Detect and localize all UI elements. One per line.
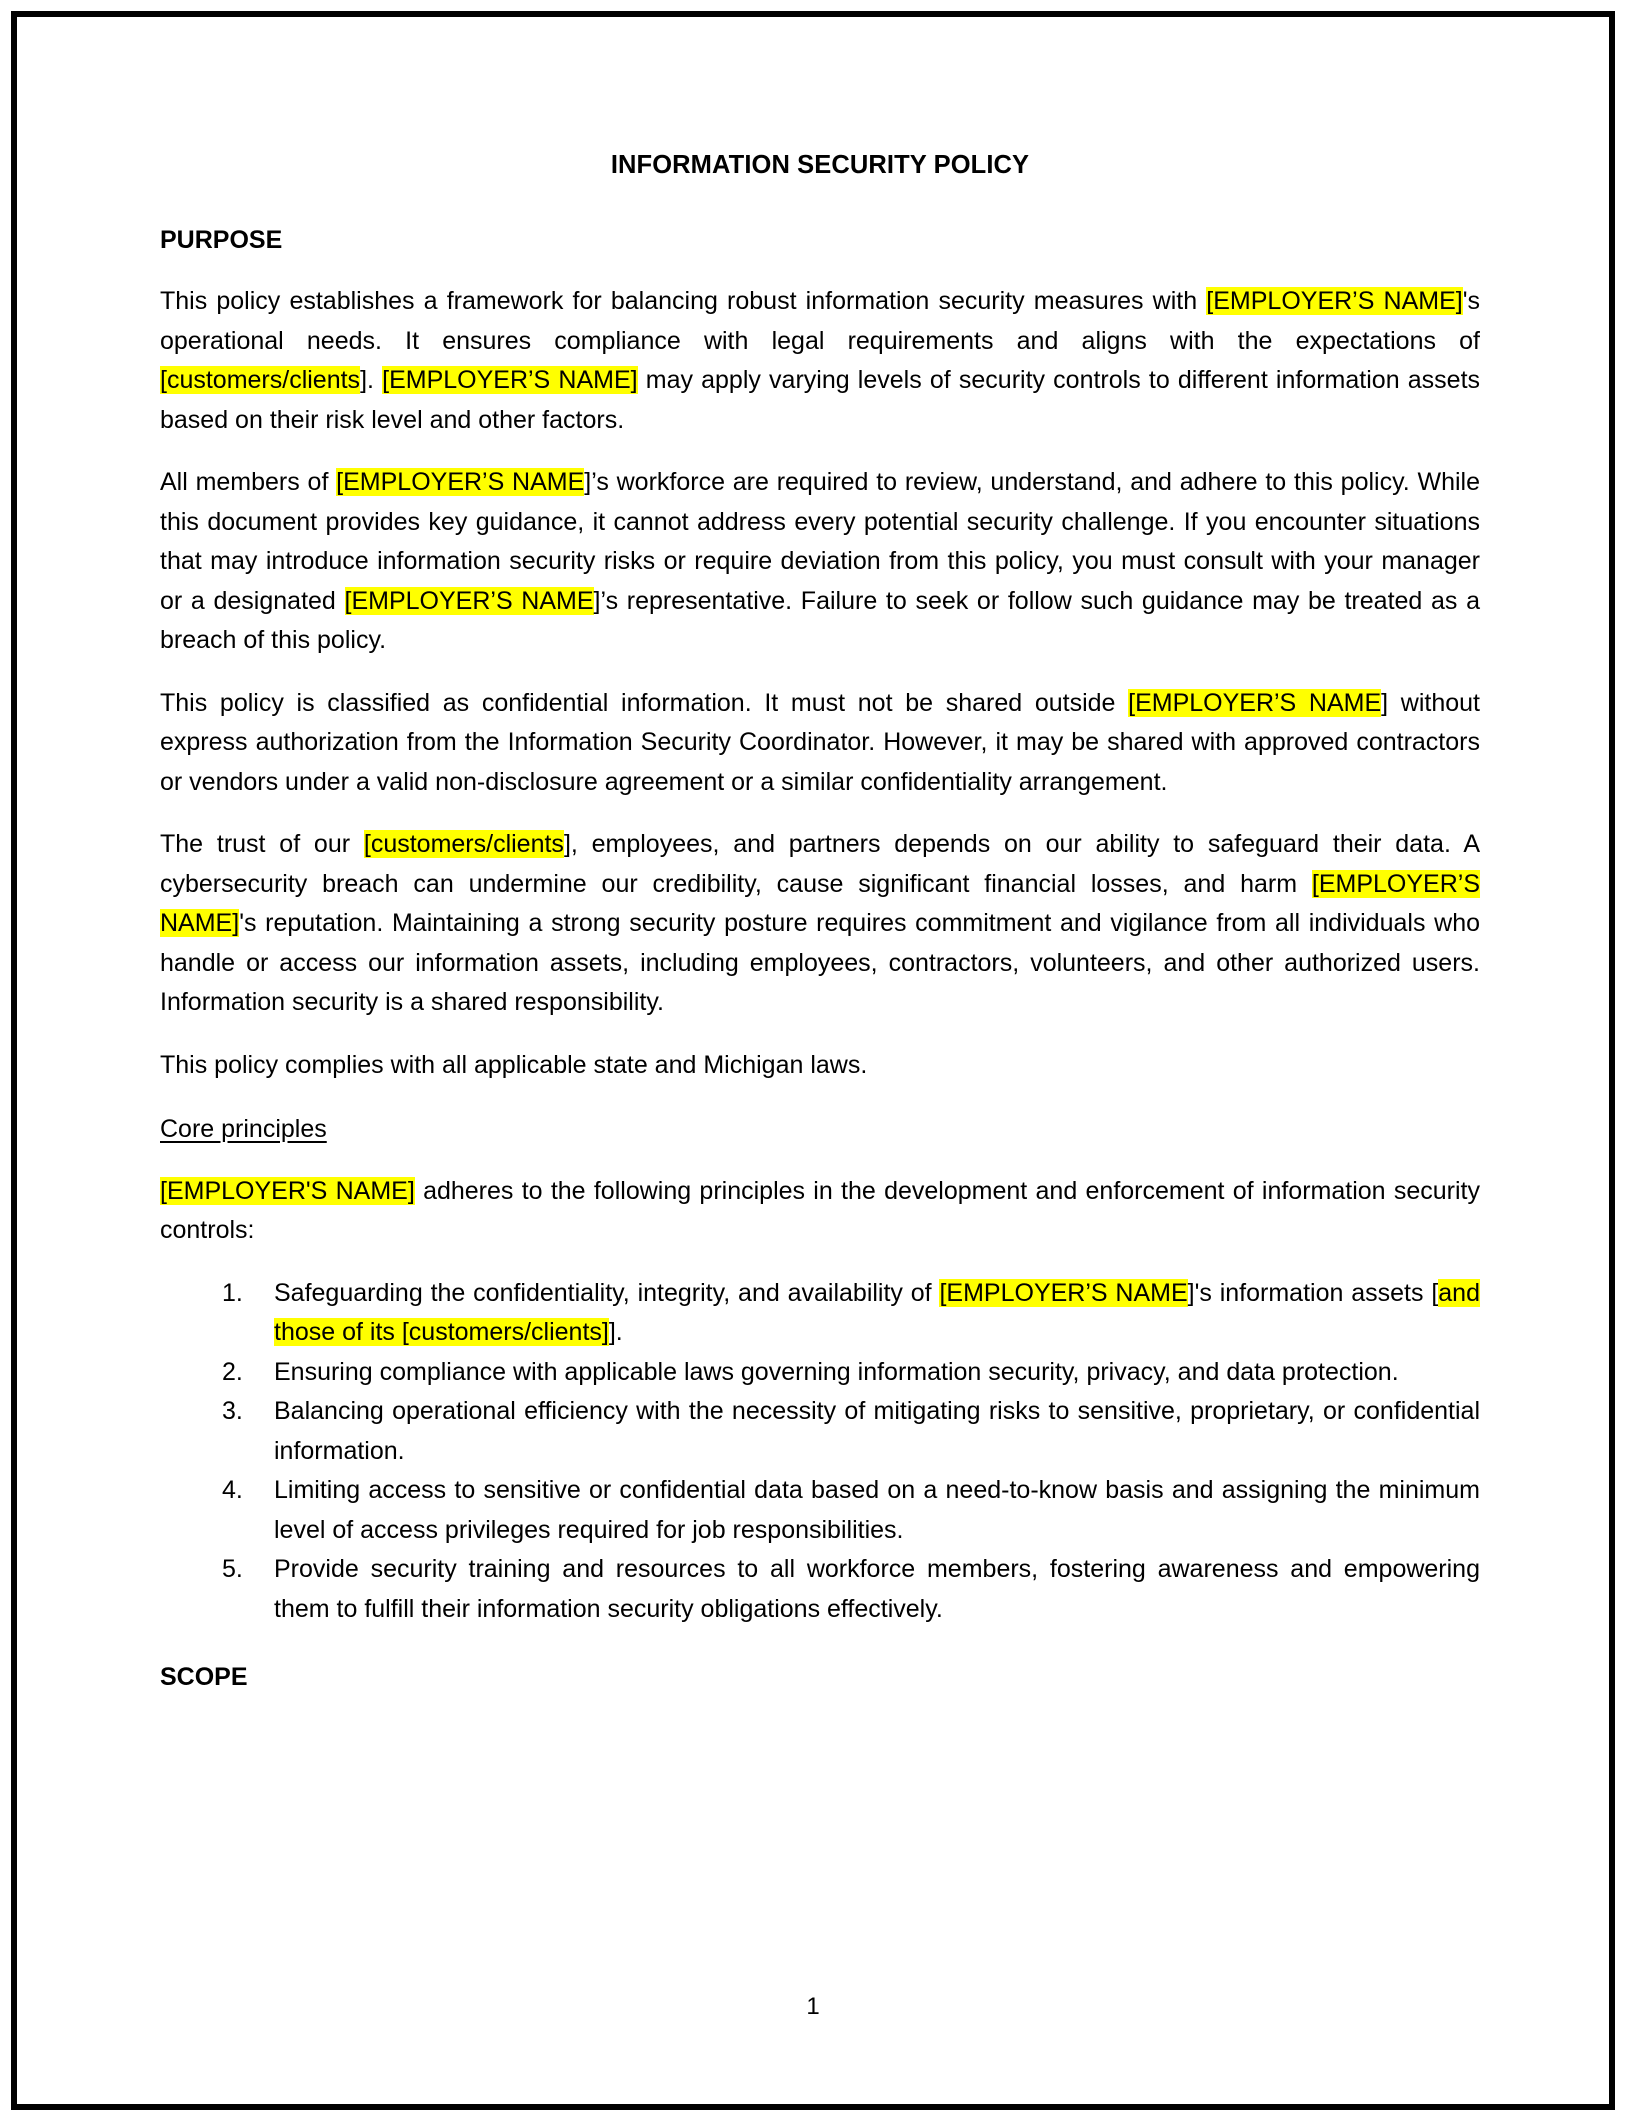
text-run: adheres to the following principles in the development and enforcement of information security controls: [160,1176,1480,1245]
highlight-employer-name: [EMPLOYER’S NAME] [1206,287,1463,316]
text-run: 's operational needs. It ensures compliance with legal requirements and aligns with the expectations of [160,287,1481,355]
highlight-employer-name: [EMPLOYER’S NAME [1128,688,1382,717]
page-number: 1 [806,1993,820,2020]
text-run: ]. [360,366,383,395]
paragraph-state-laws [160,1046,1480,1086]
list-item [160,1353,1480,1393]
subheading-core-principles [160,1111,1480,1149]
core-principles-list [160,1274,1480,1630]
text-run: ]’s representative. Failure to seek or follow such guidance may be treated as a breach of this policy. [160,586,1480,655]
list-item-text: Limiting access to sensitive or confidential data based on a need-to-know basis and assigning the minimum level of access privileges required for job responsibilities. [274,1476,1480,1544]
list-item [160,1550,1480,1629]
highlight-employer-name: [EMPLOYER’S NAME [336,468,585,497]
list-item [160,1471,1480,1550]
text-run: Safeguarding the confidentiality, integrity, and availability of [274,1278,940,1307]
text-run: ]'s information assets [ [1187,1278,1439,1307]
text-run: This policy establishes a framework for balancing robust information security measures with [160,287,1207,316]
core-principles-label: Core principles [160,1115,327,1144]
text-run: ] without express authorization from the Information Security Coordinator. However, it may be shared with approved contractors or vendors under a valid non-disclosure agreement or a similar confidentiality arrangement. [160,688,1481,796]
document-title: INFORMATION SECURITY POLICY [610,151,1030,179]
section-heading-purpose: PURPOSE [160,225,283,254]
list-item-text [274,1274,1480,1353]
highlight-customers-clients: and those of its [customers/clients] [274,1278,1480,1347]
text-run: This policy complies with all applicable state and Michigan laws. [160,1050,868,1079]
text-run: This policy is classified as confidential information. It must not be shared outside [160,688,1129,717]
paragraph-purpose-2 [160,463,1480,661]
text-run: ], employees, and partners depends on our ability to safeguard their data. A cybersecurity breach can undermine our credibility, cause significant financial losses, and harm [160,830,1480,898]
list-item [160,1274,1480,1353]
highlight-employer-name: [EMPLOYER’S NAME] [160,869,1480,938]
highlight-customers-clients: [customers/clients [363,830,564,859]
highlight-employer-name: [EMPLOYER’S NAME [939,1278,1188,1307]
list-item-text: Provide security training and resources to all workforce members, fostering awareness and empowering them to fulfill their information security obligations effectively. [274,1555,1480,1623]
paragraph-purpose-3 [160,684,1480,803]
text-run: ]’s workforce are required to review, understand, and adhere to this policy. While this document provides key guidance, it cannot address every potential security challenge. If you encounter situations that may introduce information security risks or require deviation from this policy, you must consult with your manager or a designated [160,468,1480,615]
list-item [160,1392,1480,1471]
text-run: may apply varying levels of security controls to different information assets based on their risk level and other factors. [160,366,1481,434]
list-item-text: Ensuring compliance with applicable laws governing information security, privacy, and data protection. [274,1357,1399,1386]
text-run: The trust of our [160,830,364,859]
highlight-employer-name: [EMPLOYER'S NAME] [160,1176,415,1205]
highlight-employer-name: [EMPLOYER’S NAME [344,586,594,615]
highlight-customers-clients: [customers/clients [160,366,361,395]
text-run: All members of [160,468,337,497]
highlight-employer-name: [EMPLOYER’S NAME] [382,366,638,395]
text-run: 's reputation. Maintaining a strong security posture requires commitment and vigilance from all individuals who handle or access our information assets, including employees, contractors, volunteers, and other authorized users. Information security is a shared responsibility. [160,909,1480,1017]
paragraph-purpose-4 [160,825,1480,1023]
paragraph-purpose-1 [160,282,1480,440]
list-item-text: Balancing operational efficiency with the necessity of mitigating risks to sensitive, proprietary, or confidential information. [274,1397,1480,1465]
section-heading-scope: SCOPE [160,1663,248,1692]
paragraph-principles-intro [160,1172,1480,1251]
text-run: ]. [608,1318,623,1347]
